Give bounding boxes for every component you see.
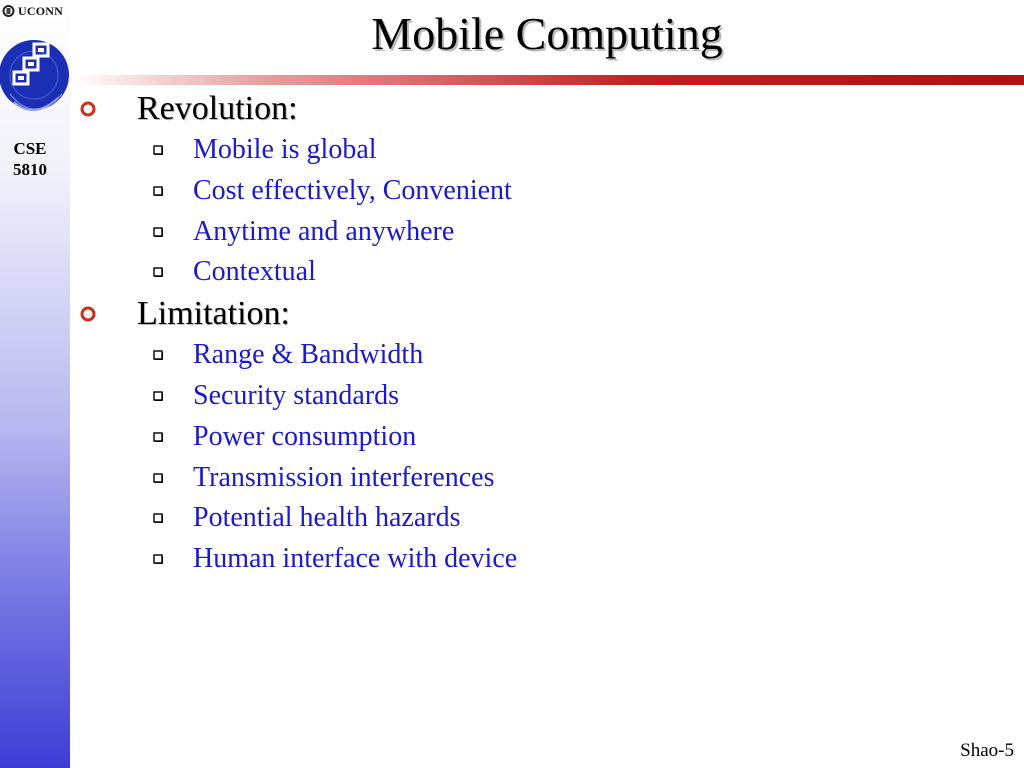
hollow-square-bullet-icon (153, 391, 163, 401)
list-item (80, 539, 1010, 580)
hollow-circle-bullet-icon (80, 306, 96, 322)
list-item-text: Transmission interferences (193, 461, 495, 493)
list-item-text: Contextual (193, 256, 316, 288)
list-item (80, 335, 1010, 376)
list-item (80, 130, 1010, 171)
uconn-seal-icon (2, 4, 15, 18)
course-code-line2: 5810 (13, 160, 47, 179)
uconn-brand (2, 3, 63, 19)
hollow-square-bullet-icon (153, 554, 163, 564)
hollow-square-bullet-icon (153, 267, 163, 277)
list-item (80, 171, 1010, 212)
list-item-text: Mobile is global (193, 134, 377, 165)
list-item-text: Cost effectively, Convenient (193, 174, 512, 206)
sidebar (0, 0, 70, 768)
hollow-square-bullet-icon (153, 432, 163, 442)
list-item (80, 376, 1010, 417)
hollow-square-bullet-icon (153, 350, 163, 360)
hollow-square-bullet-icon (153, 186, 163, 196)
slide-footer-label: Shao-5 (960, 740, 1014, 761)
course-code (0, 138, 60, 180)
list-item-text: Human interface with device (193, 543, 518, 575)
hollow-square-bullet-icon (153, 145, 163, 155)
slide-title: Mobile Computing (371, 8, 723, 59)
list-item (80, 458, 1010, 499)
section-heading-limitation (80, 293, 1010, 335)
title-divider (70, 75, 1024, 85)
list-item-text: Anytime and anywhere (193, 215, 455, 247)
hollow-square-bullet-icon (153, 473, 163, 483)
list-item (80, 252, 1010, 293)
list-item-text: Potential health hazards (193, 502, 461, 534)
uconn-label: UCONN (18, 3, 63, 18)
cse-department-logo-icon (0, 24, 70, 124)
hollow-circle-bullet-icon (80, 101, 96, 117)
list-item-text: Power consumption (193, 420, 417, 452)
section-heading-text: Revolution: (137, 90, 298, 127)
hollow-square-bullet-icon (153, 227, 163, 237)
section-heading-revolution (80, 88, 1010, 130)
list-item (80, 212, 1010, 253)
list-item-text: Security standards (193, 379, 400, 411)
list-item (80, 498, 1010, 539)
section-heading-text: Limitation: (137, 295, 290, 333)
list-item-text: Range & Bandwidth (193, 339, 424, 371)
hollow-square-bullet-icon (153, 513, 163, 523)
list-item (80, 417, 1010, 458)
course-code-line1: CSE (13, 139, 47, 158)
slide-content (80, 88, 1010, 580)
